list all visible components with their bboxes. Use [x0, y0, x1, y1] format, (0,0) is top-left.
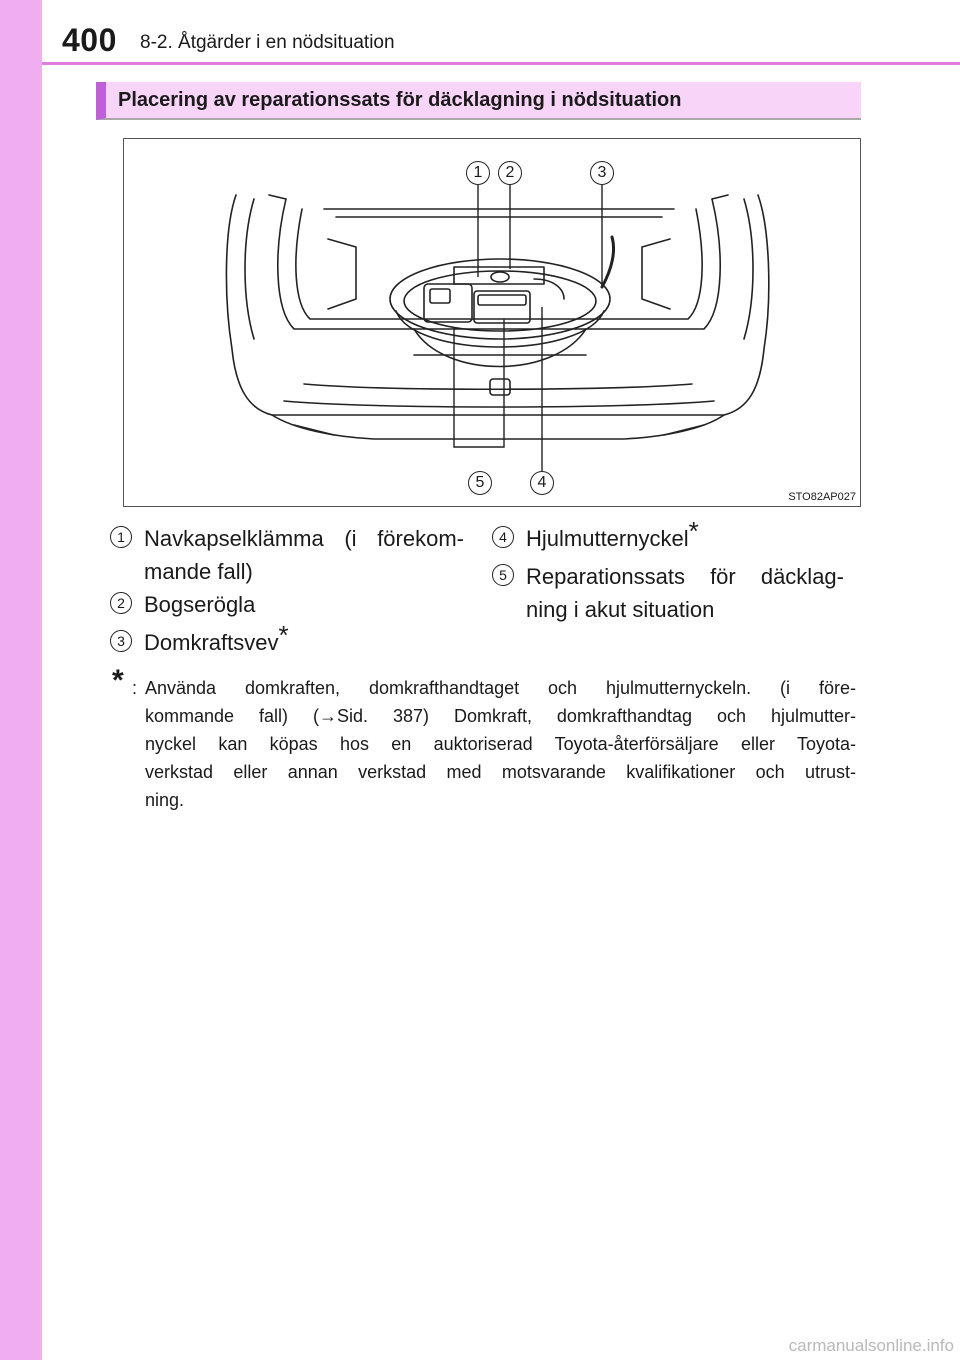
footnote-line-4: verkstad eller annan verkstad med motsvarande kvalifikationer och utrust- [145, 762, 856, 782]
figure-callout-5: 5 [468, 471, 492, 495]
legend-number-2: 2 [110, 592, 132, 614]
footnote-line-2: kommande fall) (→Sid. 387) Domkraft, domkrafthandtag och hjulmutter- [145, 706, 856, 726]
figure-callout-2: 2 [498, 161, 522, 185]
figure-callout-3: 3 [590, 161, 614, 185]
legend-text-2-line1: Bogserögla [144, 592, 256, 617]
legend-text-4 [526, 515, 699, 555]
header-rule [42, 62, 960, 65]
car-trunk-drawing [124, 139, 860, 506]
legend-number-1: 1 [110, 526, 132, 548]
chapter-title: 8-2. Åtgärder i en nödsituation [140, 32, 395, 53]
chapter-tab-band [0, 0, 42, 1360]
legend-number-4: 4 [492, 526, 514, 548]
footnote-body [145, 674, 856, 814]
legend-text-5 [526, 560, 844, 626]
asterisk-mark-4: * [688, 515, 699, 546]
figure-code: STO82AP027 [788, 491, 856, 503]
page-number: 400 [62, 22, 117, 58]
legend-number-5: 5 [492, 564, 514, 586]
legend-text-4-line1: Hjulmutternyckel [526, 526, 689, 551]
legend-text-1-line2: mande fall) [144, 559, 253, 584]
section-heading [96, 82, 861, 120]
asterisk-mark-3: * [278, 619, 289, 650]
footnote [132, 674, 856, 814]
footnote-line-1: Använda domkraften, domkrafthandtaget och hjulmutternyckeln. (i före- [145, 678, 856, 698]
legend-text-3 [144, 619, 289, 659]
legend-number-3: 3 [110, 630, 132, 652]
legend-text-5-line1: Reparationssats för däcklag- [526, 564, 844, 589]
legend-text-1 [144, 522, 464, 588]
footnote-line-5: ning. [145, 790, 185, 810]
legend-text-3-line1: Domkraftsvev [144, 630, 279, 655]
footnote-line-3: nyckel kan köpas hos en auktoriserad Toyota-återförsäljare eller Toyota- [145, 734, 856, 754]
legend-text-5-line2: ning i akut situation [526, 597, 715, 622]
footnote-asterisk: * [112, 664, 124, 697]
watermark: carmanualsonline.info [788, 1336, 954, 1355]
legend-text-2 [144, 588, 255, 621]
figure-callout-1: 1 [466, 161, 490, 185]
trunk-illustration [123, 138, 861, 507]
figure-callout-4: 4 [530, 471, 554, 495]
legend-text-1-line1: Navkapselklämma (i förekom- [144, 526, 464, 551]
section-heading-text: Placering av reparationssats för däcklagning i nödsituation [118, 89, 682, 111]
footnote-colon: : [132, 678, 138, 698]
